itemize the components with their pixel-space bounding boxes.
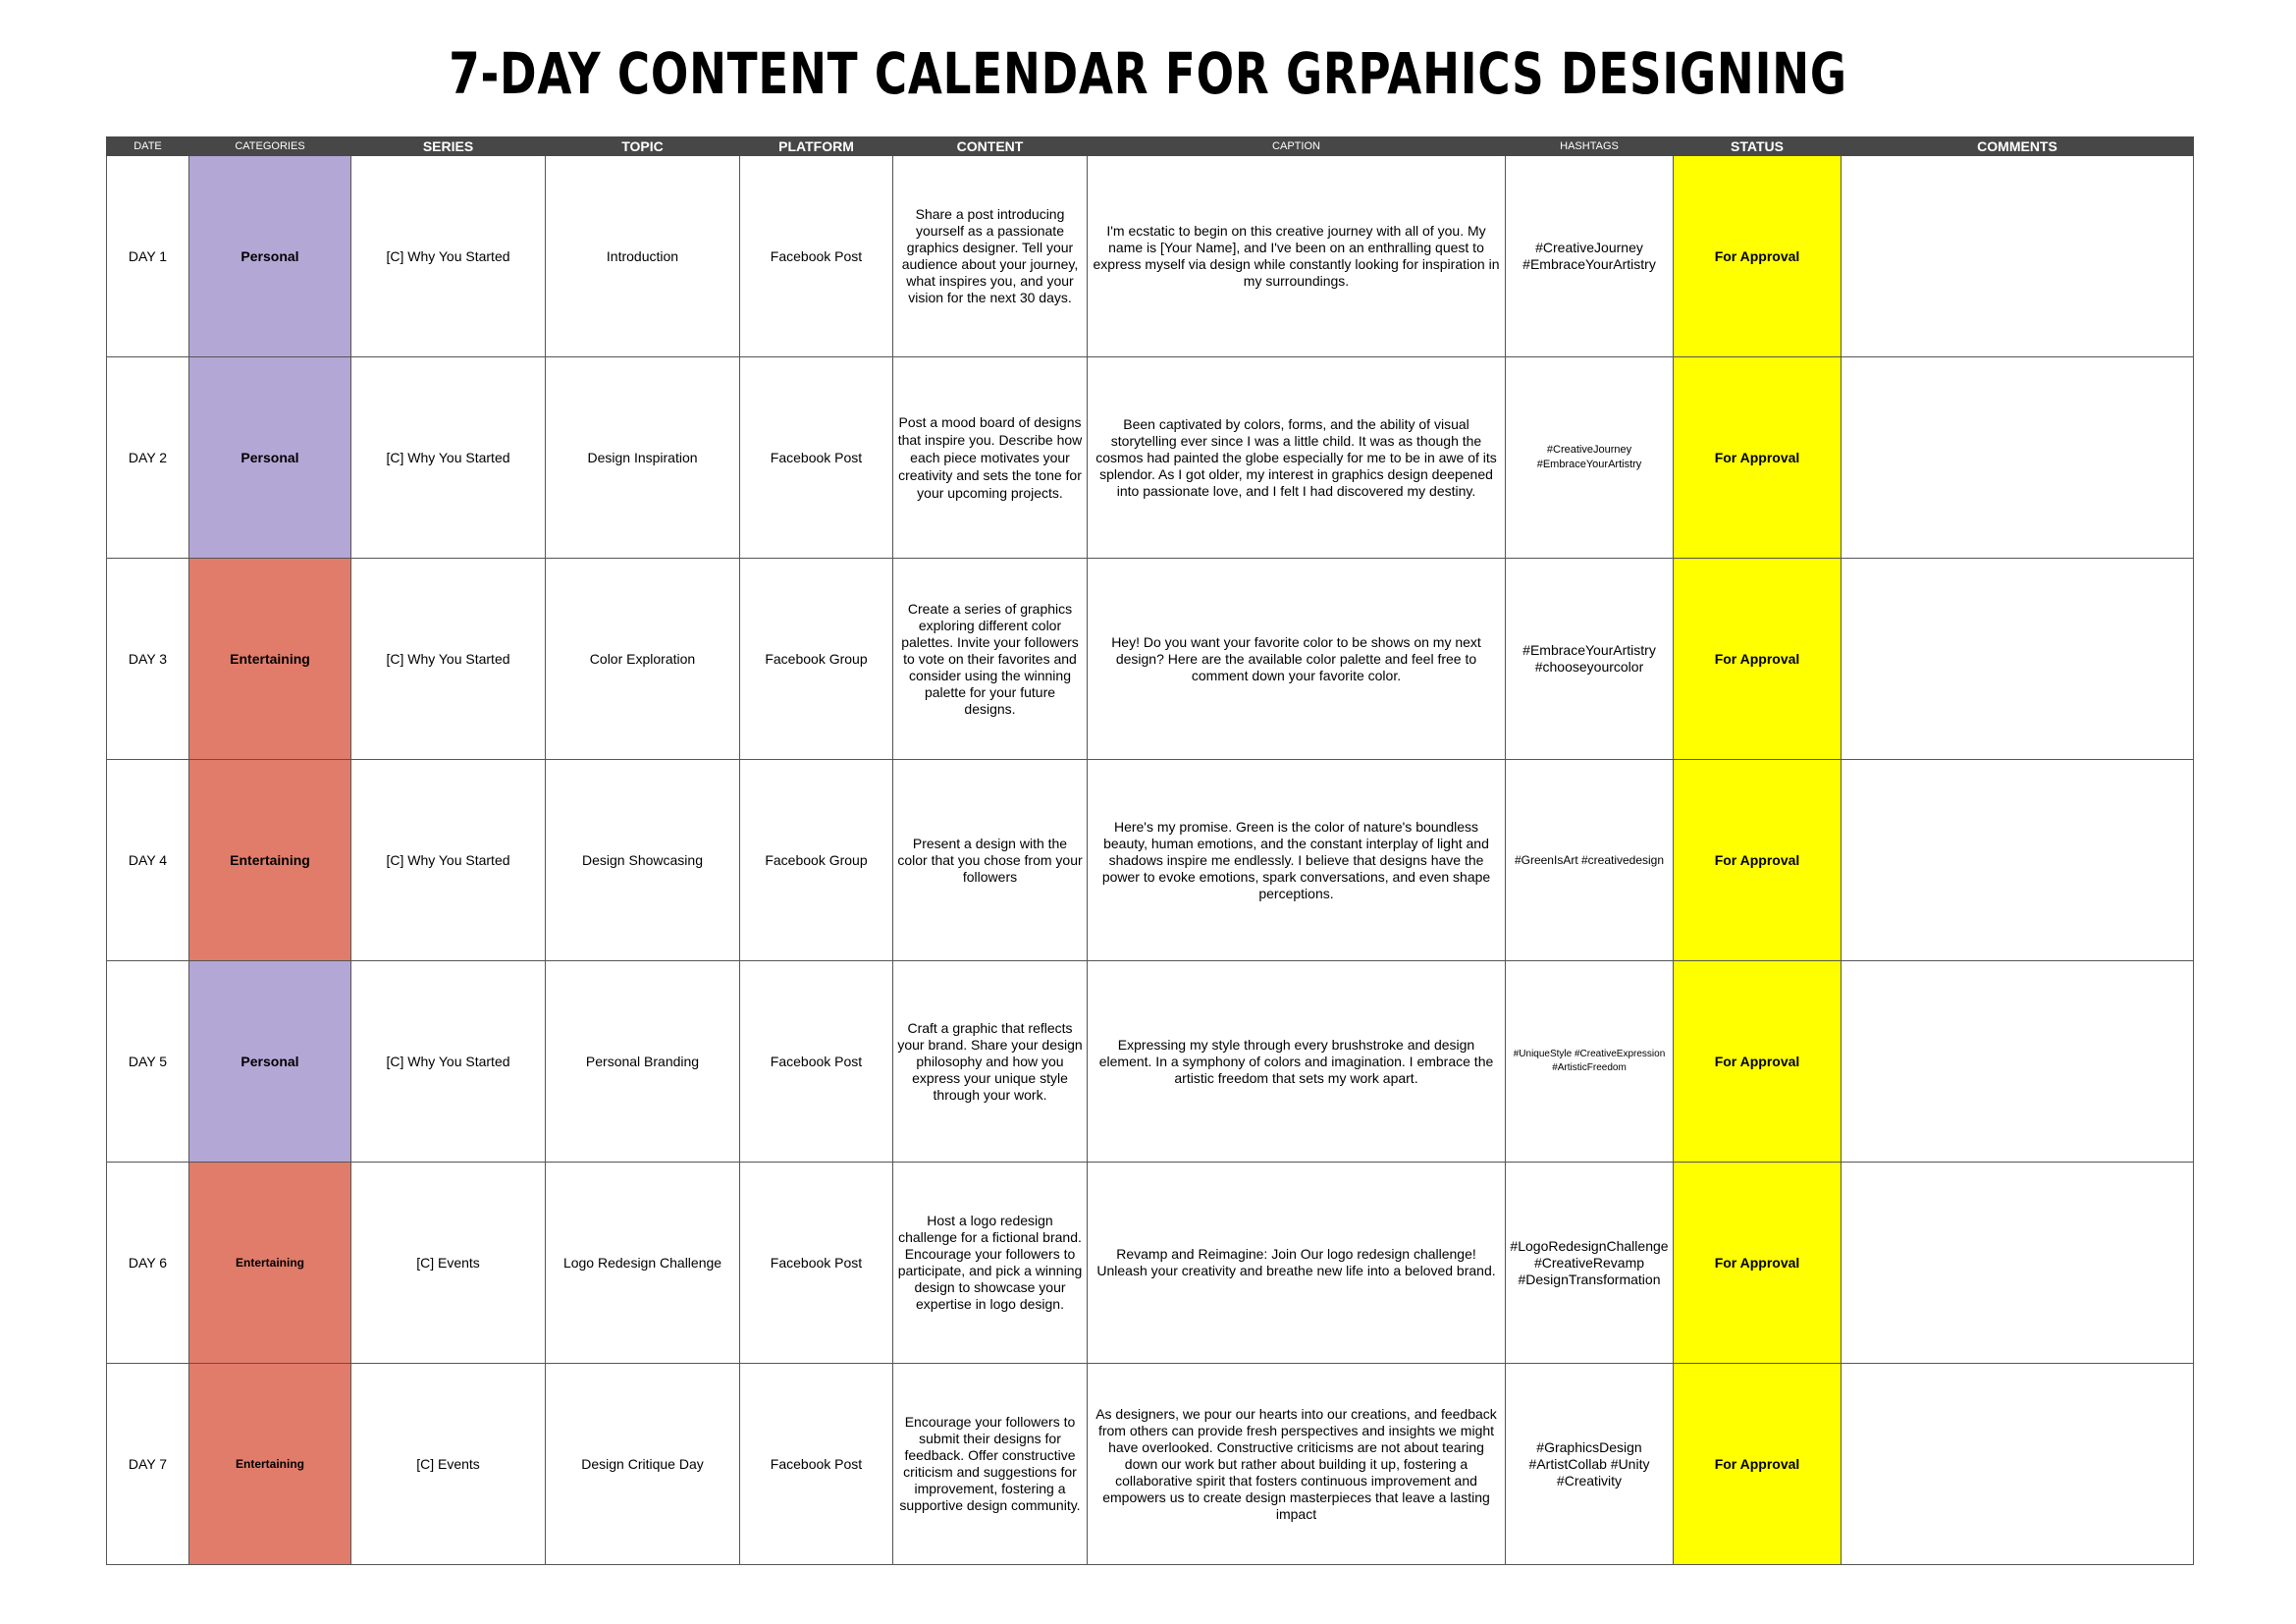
date-cell[interactable]: DAY 4 xyxy=(107,760,189,961)
topic-cell[interactable]: Personal Branding xyxy=(546,961,740,1163)
status-cell[interactable]: For Approval xyxy=(1674,156,1842,357)
topic-cell[interactable]: Design Showcasing xyxy=(546,760,740,961)
comments-cell[interactable] xyxy=(1842,1364,2194,1565)
status-cell[interactable]: For Approval xyxy=(1674,357,1842,559)
hashtags-cell[interactable]: #LogoRedesignChallenge #CreativeRevamp #DesignTransformation xyxy=(1506,1163,1674,1364)
date-cell[interactable]: DAY 7 xyxy=(107,1364,189,1565)
platform-cell[interactable]: Facebook Group xyxy=(740,559,893,760)
series-cell[interactable]: [C] Events xyxy=(351,1364,546,1565)
table-row xyxy=(107,760,2194,961)
status-cell[interactable]: For Approval xyxy=(1674,1163,1842,1364)
caption-cell[interactable]: As designers, we pour our hearts into our creations, and feedback from others can provide fresh perspectives and insights we might have overlooked. Constructive criticisms are not about tearing down our work but rather about building it up, fostering a collaborative spirit that fosters continuous improvement and empowers us to create design masterpieces that leave a lasting impact xyxy=(1088,1364,1506,1565)
category-cell[interactable]: Personal xyxy=(189,961,351,1163)
topic-cell[interactable]: Design Inspiration xyxy=(546,357,740,559)
category-cell[interactable]: Entertaining xyxy=(189,559,351,760)
content-cell[interactable]: Share a post introducing yourself as a passionate graphics designer. Tell your audience about your journey, what inspires you, and your vision for the next 30 days. xyxy=(893,156,1088,357)
topic-cell[interactable]: Color Exploration xyxy=(546,559,740,760)
content-calendar-table xyxy=(106,136,2194,1565)
comments-cell[interactable] xyxy=(1842,961,2194,1163)
category-cell[interactable]: Entertaining xyxy=(189,1163,351,1364)
column-header-content[interactable]: CONTENT xyxy=(893,137,1088,156)
topic-cell[interactable]: Introduction xyxy=(546,156,740,357)
caption-cell[interactable]: Been captivated by colors, forms, and the ability of visual storytelling ever since I was a little child. It was as though the cosmos had painted the globe especially for me to be in awe of its splendor. As I got older, my interest in graphics design deepened into passionate love, and I felt I had discovered my destiny. xyxy=(1088,357,1506,559)
series-cell[interactable]: [C] Events xyxy=(351,1163,546,1364)
series-cell[interactable]: [C] Why You Started xyxy=(351,760,546,961)
page-title: 7-DAY CONTENT CALENDAR FOR GRPAHICS DESIGNING xyxy=(449,40,1847,107)
content-cell[interactable]: Present a design with the color that you chose from your followers xyxy=(893,760,1088,961)
content-cell[interactable]: Craft a graphic that reflects your brand. Share your design philosophy and how you express your unique style through your work. xyxy=(893,961,1088,1163)
status-cell[interactable]: For Approval xyxy=(1674,961,1842,1163)
caption-cell[interactable]: I'm ecstatic to begin on this creative journey with all of you. My name is [Your Name], and I've been on an enthralling quest to express myself via design while constantly looking for inspiration in my surroundings. xyxy=(1088,156,1506,357)
caption-cell[interactable]: Hey! Do you want your favorite color to be shows on my next design? Here are the available color palette and feel free to comment down your favorite color. xyxy=(1088,559,1506,760)
column-header-caption[interactable]: CAPTION xyxy=(1088,137,1506,156)
column-header-hashtags[interactable]: HASHTAGS xyxy=(1506,137,1674,156)
status-cell[interactable]: For Approval xyxy=(1674,760,1842,961)
status-cell[interactable]: For Approval xyxy=(1674,1364,1842,1565)
column-header-topic[interactable]: TOPIC xyxy=(546,137,740,156)
caption-cell[interactable]: Expressing my style through every brushstroke and design element. In a symphony of colors and imagination. I embrace the artistic freedom that sets my work apart. xyxy=(1088,961,1506,1163)
platform-cell[interactable]: Facebook Post xyxy=(740,156,893,357)
date-cell[interactable]: DAY 2 xyxy=(107,357,189,559)
comments-cell[interactable] xyxy=(1842,1163,2194,1364)
caption-cell[interactable]: Revamp and Reimagine: Join Our logo redesign challenge! Unleash your creativity and breathe new life into a beloved brand. xyxy=(1088,1163,1506,1364)
topic-cell[interactable]: Logo Redesign Challenge xyxy=(546,1163,740,1364)
table-row xyxy=(107,559,2194,760)
category-cell[interactable]: Personal xyxy=(189,156,351,357)
date-cell[interactable]: DAY 3 xyxy=(107,559,189,760)
content-cell[interactable]: Create a series of graphics exploring different color palettes. Invite your followers to vote on their favorites and consider using the winning palette for your future designs. xyxy=(893,559,1088,760)
table-row xyxy=(107,1163,2194,1364)
series-cell[interactable]: [C] Why You Started xyxy=(351,357,546,559)
category-cell[interactable]: Entertaining xyxy=(189,760,351,961)
series-cell[interactable]: [C] Why You Started xyxy=(351,559,546,760)
table-row xyxy=(107,357,2194,559)
content-cell[interactable]: Post a mood board of designs that inspire you. Describe how each piece motivates your creativity and sets the tone for your upcoming projects. xyxy=(893,357,1088,559)
hashtags-cell[interactable]: #CreativeJourney #EmbraceYourArtistry xyxy=(1506,357,1674,559)
category-cell[interactable]: Entertaining xyxy=(189,1364,351,1565)
hashtags-cell[interactable]: #GraphicsDesign #ArtistCollab #Unity #Creativity xyxy=(1506,1364,1674,1565)
column-header-comments[interactable]: COMMENTS xyxy=(1842,137,2194,156)
column-header-status[interactable]: STATUS xyxy=(1674,137,1842,156)
table-row xyxy=(107,961,2194,1163)
table-row xyxy=(107,1364,2194,1565)
platform-cell[interactable]: Facebook Post xyxy=(740,1163,893,1364)
content-cell[interactable]: Encourage your followers to submit their designs for feedback. Offer constructive criticism and suggestions for improvement, fostering a supportive design community. xyxy=(893,1364,1088,1565)
series-cell[interactable]: [C] Why You Started xyxy=(351,961,546,1163)
comments-cell[interactable] xyxy=(1842,357,2194,559)
hashtags-cell[interactable]: #GreenIsArt #creativedesign xyxy=(1506,760,1674,961)
platform-cell[interactable]: Facebook Post xyxy=(740,961,893,1163)
caption-cell[interactable]: Here's my promise. Green is the color of nature's boundless beauty, human emotions, and the constant interplay of light and shadows inspire me endlessly. I believe that designs have the power to evoke emotions, spark conversations, and even shape perceptions. xyxy=(1088,760,1506,961)
table-row xyxy=(107,156,2194,357)
hashtags-cell[interactable]: #CreativeJourney #EmbraceYourArtistry xyxy=(1506,156,1674,357)
status-cell[interactable]: For Approval xyxy=(1674,559,1842,760)
date-cell[interactable]: DAY 5 xyxy=(107,961,189,1163)
column-header-series[interactable]: SERIES xyxy=(351,137,546,156)
column-header-platform[interactable]: PLATFORM xyxy=(740,137,893,156)
hashtags-cell[interactable]: #UniqueStyle #CreativeExpression #ArtisticFreedom xyxy=(1506,961,1674,1163)
comments-cell[interactable] xyxy=(1842,559,2194,760)
column-header-date[interactable]: DATE xyxy=(107,137,189,156)
series-cell[interactable]: [C] Why You Started xyxy=(351,156,546,357)
category-cell[interactable]: Personal xyxy=(189,357,351,559)
header-row xyxy=(107,137,2194,156)
date-cell[interactable]: DAY 1 xyxy=(107,156,189,357)
comments-cell[interactable] xyxy=(1842,760,2194,961)
hashtags-cell[interactable]: #EmbraceYourArtistry #chooseyourcolor xyxy=(1506,559,1674,760)
content-cell[interactable]: Host a logo redesign challenge for a fictional brand. Encourage your followers to participate, and pick a winning design to showcase your expertise in logo design. xyxy=(893,1163,1088,1364)
topic-cell[interactable]: Design Critique Day xyxy=(546,1364,740,1565)
date-cell[interactable]: DAY 6 xyxy=(107,1163,189,1364)
platform-cell[interactable]: Facebook Post xyxy=(740,1364,893,1565)
comments-cell[interactable] xyxy=(1842,156,2194,357)
column-header-categories[interactable]: CATEGORIES xyxy=(189,137,351,156)
platform-cell[interactable]: Facebook Group xyxy=(740,760,893,961)
platform-cell[interactable]: Facebook Post xyxy=(740,357,893,559)
